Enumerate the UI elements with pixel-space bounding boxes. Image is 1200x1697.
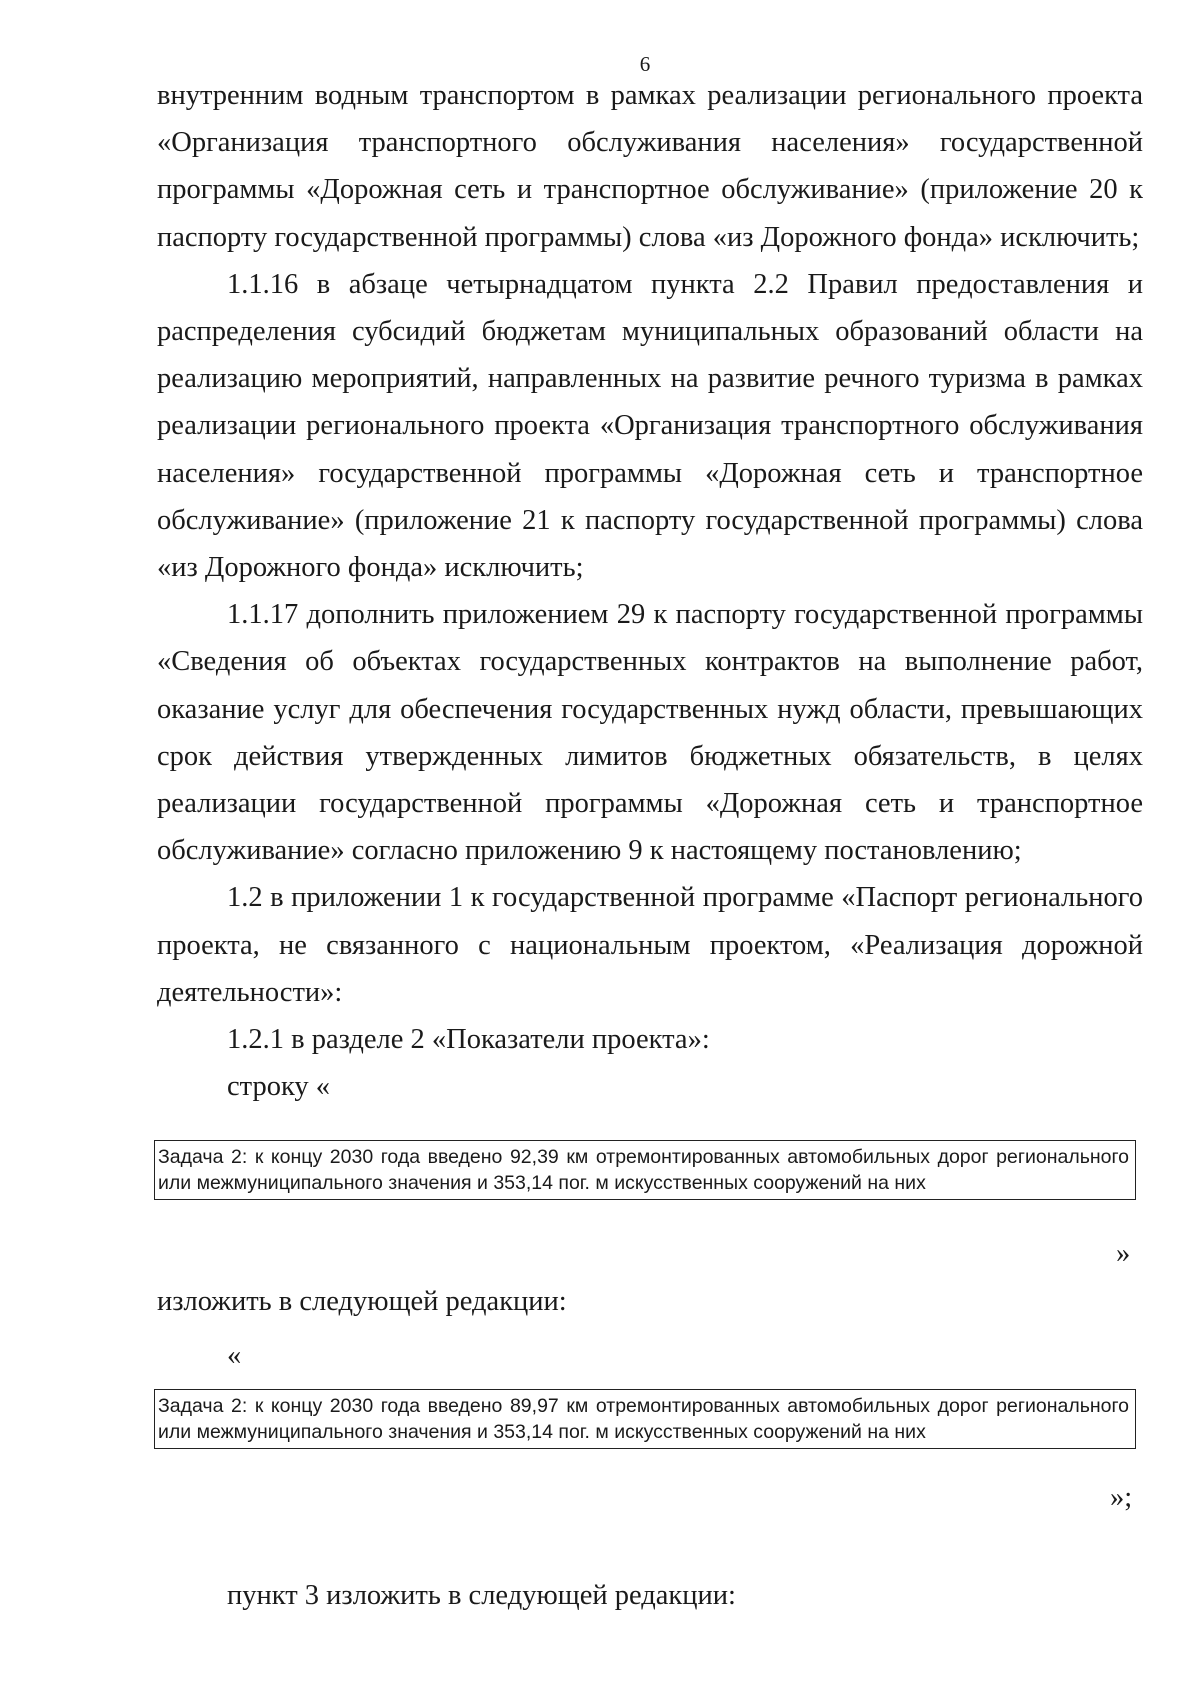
final-line: пункт 3 изложить в следующей редакции:: [227, 1580, 736, 1611]
paragraph-1-2-1: 1.2.1 в разделе 2 «Показатели проекта»:: [227, 1024, 710, 1056]
open-quote-2: «: [227, 1340, 242, 1371]
new-row-box: Задача 2: к концу 2030 года введено 89,97 км отремонтированных автомобильных дорог регионального или межмуниципального значения и 353,14 пог. м искусственных сооружений на них: [154, 1389, 1136, 1449]
replace-phrase: изложить в следующей редакции:: [157, 1286, 567, 1317]
paragraph-1-1-17: 1.1.17 дополнить приложением 29 к паспорту государственной программы «Сведения об объектах государственных контрактов на выполнение работ, оказание услуг для обеспечения государственных нужд области, превышающих срок действия утвержденных лимитов бюджетных обязательств, в целях реализации государственной программы «Дорожная сеть и транспортное обслуживание» согласно приложению 9 к настоящему постановлению;: [157, 599, 1143, 867]
close-quote-2: »;: [1110, 1482, 1133, 1513]
close-quote-1: »: [1116, 1238, 1131, 1269]
paragraph-1-1-16: 1.1.16 в абзаце четырнадцатом пункта 2.2 Правил предоставления и распределения субсидий бюджетам муниципальных образований области на реализацию мероприятий, направленных на развитие речного туризма в рамках реализации регионального проекта «Организация транспортного обслуживания населения» государственной программы «Дорожная сеть и транспортное обслуживание» (приложение 21 к паспорту государственной программы) слова «из Дорожного фонда» исключить;: [157, 268, 1143, 584]
body-text: [157, 72, 1143, 1110]
paragraph-1-2: 1.2 в приложении 1 к государственной программе «Паспорт регионального проекта, не связанного с национальным проектом, «Реализация дорожной деятельности»:: [157, 882, 1143, 1008]
paragraph-continuation: внутренним водным транспортом в рамках реализации регионального проекта «Организация транспортного обслуживания населения» государственной программы «Дорожная сеть и транспортное обслуживание» (приложение 20 к паспорту государственной программы) слова «из Дорожного фонда» исключить;: [157, 80, 1143, 253]
old-row-box: Задача 2: к концу 2030 года введено 92,39 км отремонтированных автомобильных дорог регионального или межмуниципального значения и 353,14 пог. м искусственных сооружений на них: [154, 1140, 1136, 1200]
paragraph-row-intro: строку «: [227, 1071, 331, 1103]
page-number: 6: [639, 52, 651, 76]
